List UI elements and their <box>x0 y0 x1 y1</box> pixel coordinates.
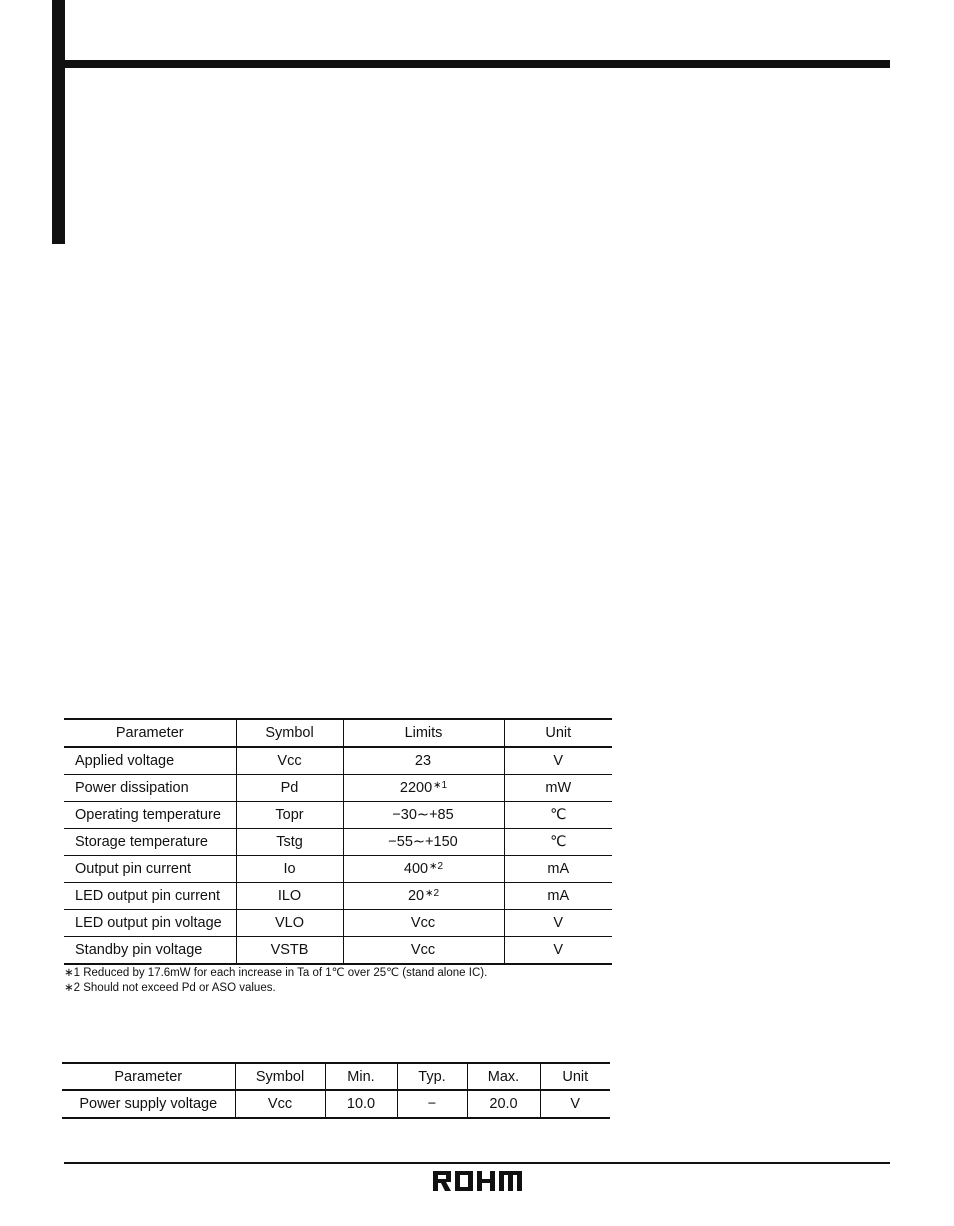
footnote-ref: ∗1 <box>433 780 448 791</box>
unit-cell: ℃ <box>504 829 612 856</box>
table-row <box>62 1090 610 1118</box>
table-row <box>64 910 612 937</box>
table-row <box>64 802 612 829</box>
max-cell: 20.0 <box>467 1090 540 1118</box>
unit-cell: mW <box>504 775 612 802</box>
table-row <box>64 856 612 883</box>
footnote-ref: ∗2 <box>425 888 440 899</box>
footnote-ref: ∗2 <box>429 861 444 872</box>
column-header: Parameter <box>62 1063 235 1090</box>
unit-cell: ℃ <box>504 802 612 829</box>
footnote-1: ∗1 Reduced by 17.6mW for each increase in Ta of 1℃ over 25℃ (stand alone IC). <box>64 967 488 979</box>
parameter-cell: Standby pin voltage <box>75 942 203 958</box>
limit-cell <box>343 775 504 802</box>
footnote-2: ∗2 Should not exceed Pd or ASO values. <box>64 982 276 994</box>
parameter-cell: LED output pin voltage <box>64 910 236 937</box>
parameter-cell: Operating temperature <box>64 802 236 829</box>
operating-conditions-table <box>62 1062 610 1119</box>
column-header: Symbol <box>235 1063 325 1090</box>
limit-value: Vcc <box>410 915 436 931</box>
limit-value: Vcc <box>410 942 436 958</box>
limit-cell <box>343 829 504 856</box>
symbol-cell: Vcc <box>236 747 343 775</box>
header-left-bar <box>52 0 65 244</box>
rohm-logo <box>433 1171 522 1191</box>
parameter-cell: LED output pin current <box>64 883 236 910</box>
parameter-cell: Output pin current <box>64 856 236 883</box>
min-cell: 10.0 <box>325 1090 397 1118</box>
limit-value: 2200 <box>399 780 433 796</box>
table-row <box>64 829 612 856</box>
limit-cell <box>343 747 504 775</box>
limit-cell <box>343 883 504 910</box>
column-header: Max. <box>467 1063 540 1090</box>
table-row <box>64 747 612 775</box>
absolute-maximum-ratings-table <box>64 718 612 965</box>
column-header: Limits <box>343 719 504 747</box>
table-footnotes <box>64 966 487 996</box>
typ-cell: − <box>397 1090 467 1118</box>
footer-rule <box>64 1162 890 1164</box>
parameter-cell: Power supply voltage <box>79 1096 218 1112</box>
unit-cell: V <box>504 747 612 775</box>
column-header: Unit <box>540 1063 610 1090</box>
table-header-row <box>64 719 612 747</box>
limit-value: −30∼+85 <box>392 807 454 823</box>
unit-cell: mA <box>504 856 612 883</box>
column-header: Unit <box>504 719 612 747</box>
symbol-cell: VSTB <box>236 937 343 965</box>
limit-cell <box>343 802 504 829</box>
column-header: Parameter <box>64 719 236 747</box>
limit-cell <box>343 856 504 883</box>
symbol-cell: Io <box>236 856 343 883</box>
unit-cell: V <box>504 910 612 937</box>
table-row <box>64 883 612 910</box>
table-header-row <box>62 1063 610 1090</box>
column-header: Symbol <box>236 719 343 747</box>
parameter-cell: Storage temperature <box>64 829 236 856</box>
limit-value: 23 <box>414 753 432 769</box>
parameter-cell: Power dissipation <box>64 775 236 802</box>
symbol-cell: Tstg <box>236 829 343 856</box>
symbol-cell: Topr <box>236 802 343 829</box>
column-header: Typ. <box>397 1063 467 1090</box>
symbol-cell: Vcc <box>235 1090 325 1118</box>
symbol-cell: VLO <box>236 910 343 937</box>
unit-cell: V <box>504 937 612 965</box>
symbol-cell: Pd <box>236 775 343 802</box>
parameter-cell: Applied voltage <box>64 747 236 775</box>
column-header: Min. <box>325 1063 397 1090</box>
limit-cell <box>343 910 504 937</box>
header-rule <box>52 60 890 68</box>
table-row <box>64 937 612 965</box>
limit-value: 20 <box>407 888 425 904</box>
symbol-cell: ILO <box>236 883 343 910</box>
table-row <box>64 775 612 802</box>
limit-value: −55∼+150 <box>388 834 458 850</box>
limit-cell <box>343 937 504 965</box>
limit-value: 400 <box>403 861 429 877</box>
unit-cell: mA <box>504 883 612 910</box>
unit-cell: V <box>540 1090 610 1118</box>
